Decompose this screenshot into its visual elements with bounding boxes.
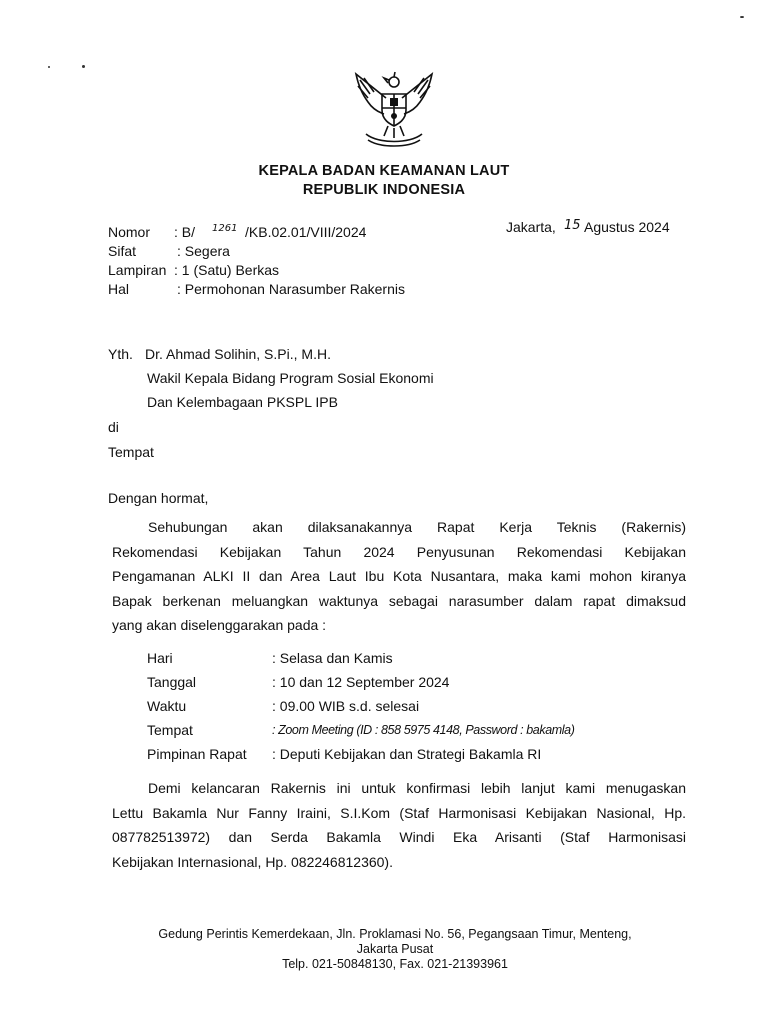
footer-contact: Telp. 021-50848130, Fax. 021-21393961 [282, 957, 508, 971]
scan-speck [82, 65, 85, 68]
paragraph-line: Bapak berkenan meluangkan waktunya sebagai narasumber dalam rapat dimaksud [112, 592, 686, 609]
nomor-label: Nomor [108, 224, 151, 240]
paragraph-line: Pengamanan ALKI II dan Area Laut Ibu Kota Nusantara, maka kami mohon kiranya [112, 568, 686, 584]
header-line-2: REPUBLIK INDONESIA [302, 182, 466, 198]
footer-address-2: Jakarta Pusat [356, 942, 434, 956]
date-city: Jakarta, [506, 219, 556, 235]
schedule-value: : Selasa dan Kamis [272, 650, 393, 666]
nomor-prefix: : B/ [174, 224, 196, 240]
footer-address-1: Gedung Perintis Kemerdekaan, Jln. Proklamasi No. 56, Pegangsaan Timur, Menteng, [158, 927, 632, 941]
yth-label: Yth. [108, 346, 133, 362]
scan-speck [740, 16, 744, 18]
schedule-label: Tempat [147, 722, 193, 738]
paragraph-line: Rekomendasi Kebijakan Tahun 2024 Penyusunan Rekomendasi Kebijakan [112, 543, 686, 560]
sifat-label: Sifat [108, 243, 137, 259]
schedule-value: : 09.00 WIB s.d. selesai [272, 698, 420, 714]
recipient-name: Dr. Ahmad Solihin, S.Pi., M.H. [145, 346, 331, 362]
schedule-label: Hari [147, 650, 173, 666]
garuda-emblem-icon [348, 68, 440, 152]
lampiran-value: : 1 (Satu) Berkas [174, 262, 280, 278]
nomor-suffix: /KB.02.01/VIII/2024 [245, 224, 367, 240]
paragraph-line: Lettu Bakamla Nur Fanny Iraini, S.I.Kom (Staf Harmonisasi Kebijakan Nasional, Hp. [112, 804, 686, 821]
recipient-tempat: Tempat [108, 444, 154, 460]
paragraph-1 [112, 515, 686, 638]
recipient-di: di [108, 419, 119, 435]
hal-value: : Permohonan Narasumber Rakernis [177, 281, 405, 297]
paragraph-line: 087782513972) dan Serda Bakamla Windi Eka Arisanti (Staf Harmonisasi [112, 829, 686, 845]
paragraph-line: Sehubungan akan dilaksanakannya Rapat Kerja Teknis (Rakernis) [148, 519, 686, 535]
recipient-title-1: Wakil Kepala Bidang Program Sosial Ekonomi [147, 370, 434, 386]
nomor-handwritten: 1261 [212, 223, 238, 234]
schedule-label: Pimpinan Rapat [147, 746, 247, 762]
paragraph-line: Demi kelancaran Rakernis ini untuk konfirmasi lebih lanjut kami menugaskan [148, 780, 686, 796]
scan-speck [48, 66, 50, 68]
schedule-value-zoom: : Zoom Meeting (ID : 858 5975 4148, Password : bakamla) [272, 723, 575, 737]
hal-label: Hal [108, 281, 130, 297]
schedule-label: Tanggal [147, 674, 197, 690]
sifat-value: : Segera [177, 243, 230, 259]
schedule-value: : Deputi Kebijakan dan Strategi Bakamla RI [272, 746, 542, 762]
header-line-1: KEPALA BADAN KEAMANAN LAUT [258, 163, 510, 179]
paragraph-line: Kebijakan Internasional, Hp. 082246812360). [112, 853, 393, 870]
salutation: Dengan hormat, [108, 490, 209, 506]
date-rest: Agustus 2024 [584, 219, 670, 235]
schedule-label: Waktu [147, 698, 187, 714]
recipient-title-2: Dan Kelembagaan PKSPL IPB [147, 394, 338, 410]
schedule-value: : 10 dan 12 September 2024 [272, 674, 450, 690]
paragraph-line: yang akan diselenggarakan pada : [112, 617, 327, 633]
lampiran-label: Lampiran [108, 262, 167, 278]
paragraph-2 [112, 776, 686, 874]
date-day-handwritten: 15 [564, 218, 581, 233]
